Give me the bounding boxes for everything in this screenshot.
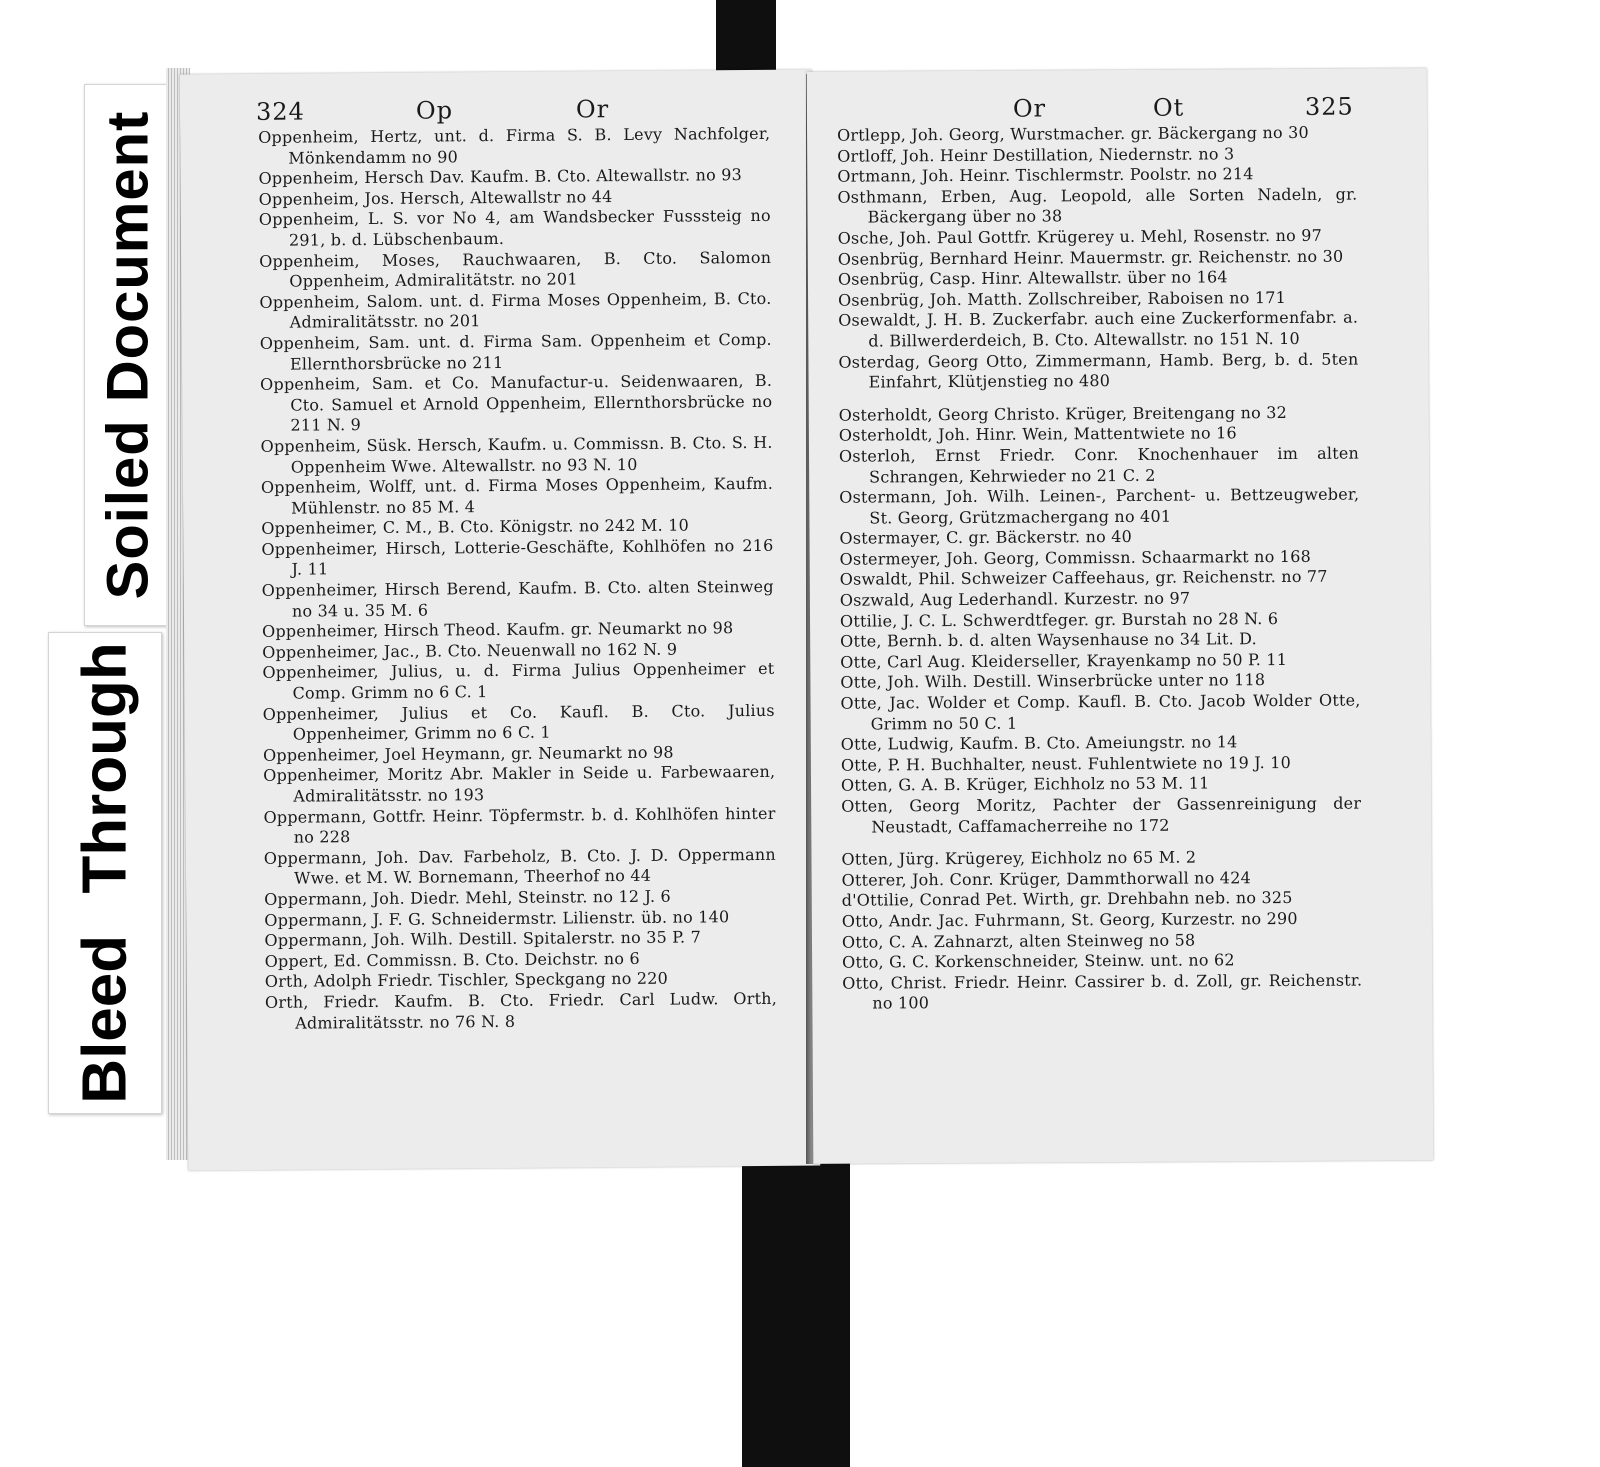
directory-entry: Otten, Jürg. Krügerey, Eichholz no 65 M. 2 (841, 847, 1197, 869)
directory-entry: Oppermann, Joh. Wilh. Destill. Spitalerstr. no 35 P. 7 (264, 927, 702, 951)
directory-entry: Osenbrüg, Bernhard Heinr. Mauermstr. gr. Reichenstr. no 30 (837, 246, 1344, 269)
directory-entry: Oppenheimer, Moritz Abr. Makler in Seide u. Farbewaaren, Admiralitätsstr. no 193 (263, 762, 776, 806)
directory-entry: Otte, Jac. Wolder et Comp. Kaufl. B. Cto. Jacob Wolder Otte, Grimm no 50 C. 1 (840, 690, 1361, 734)
directory-entry: Otten, Georg Moritz, Pachter der Gassenreinigung der Neustadt, Caffamacherreihe no 172 (841, 793, 1362, 837)
directory-entry: Ortlepp, Joh. Georg, Wurstmacher. gr. Bäckergang no 30 (836, 122, 1309, 145)
directory-entry: Oppenheim, Sam. et Co. Manufactur-u. Seidenwaaren, B. Cto. Samuel et Arnold Oppenheim, Ellernthorsbrücke no 211 N. 9 (260, 370, 773, 435)
directory-entry: Ostermayer, C. gr. Bäckerstr. no 40 (839, 527, 1133, 548)
directory-entry: Oppert, Ed. Commissn. B. Cto. Deichstr. no 6 (264, 948, 640, 971)
directory-entry: Osthmann, Erben, Aug. Leopold, alle Sorten Nadeln, gr. Bäckergang über no 38 (837, 184, 1358, 227)
directory-entry: Otte, Joh. Wilh. Destill. Winserbrücke unter no 118 (840, 670, 1266, 693)
directory-entry: Otto, G. C. Korkenschneider, Steinw. unt. no 62 (842, 950, 1235, 972)
directory-entry: Oppenheim, Süsk. Hersch, Kaufm. u. Commissn. B. Cto. S. H. Oppenheim Wwe. Altewallstr. no 93 N. 10 (260, 432, 773, 477)
right-entry-list (837, 123, 1362, 1015)
directory-entry: Otto, Andr. Jac. Fuhrmann, St. Georg, Kurzestr. no 290 (841, 908, 1298, 931)
directory-entry: Oppenheim, Salom. unt. d. Firma Moses Oppenheim, B. Cto. Admiralitätsstr. no 201 (259, 288, 772, 332)
left-header-start: Op (415, 96, 454, 125)
left-page (180, 70, 821, 1171)
left-page-number: 324 (255, 97, 305, 126)
directory-entry: Oppenheimer, Julius, u. d. Firma Julius Oppenheimer et Comp. Grimm no 6 C. 1 (262, 659, 775, 703)
directory-entry: Oppenheimer, Jac., B. Cto. Neuenwall no 162 N. 9 (262, 639, 678, 662)
directory-entry: Oppenheimer, C. M., B. Cto. Königstr. no 242 M. 10 (261, 515, 690, 539)
directory-entry: Orth, Adolph Friedr. Tischler, Speckgang no 220 (264, 969, 669, 992)
directory-entry: Oppenheim, Hertz, unt. d. Firma S. B. Levy Nachfolger, Mönkendamm no 90 (258, 123, 771, 168)
directory-entry: Oppenheim, L. S. vor No 4, am Wandsbecker Fusssteig no 291, b. d. Lübschenbaum. (258, 206, 771, 250)
directory-entry: Otte, Carl Aug. Kleiderseller, Krayenkamp no 50 P. 11 (840, 649, 1288, 672)
directory-entry: Otte, Ludwig, Kaufm. B. Cto. Ameiungstr. no 14 (840, 732, 1238, 754)
directory-entry: Oppenheim, Hersch Dav. Kaufm. B. Cto. Altewallstr. no 93 (258, 165, 743, 189)
directory-entry: Oppermann, Joh. Dav. Farbeholz, B. Cto. J. D. Oppermann Wwe. et M. W. Bornemann, Theerhof no 44 (263, 844, 776, 889)
directory-entry: Oszwald, Aug Lederhandl. Kurzestr. no 97 (839, 588, 1191, 610)
directory-entry: Oppenheimer, Hirsch, Lotterie-Geschäfte, Kohlhöfen no 216 J. 11 (261, 535, 774, 580)
directory-entry: Oppenheim, Sam. unt. d. Firma Sam. Oppenheim et Comp. Ellernthorsbrücke no 211 (259, 329, 772, 374)
directory-entry: Oppermann, J. F. G. Schneidermstr. Lilienstr. üb. no 140 (264, 906, 730, 930)
soiled-document-tab (84, 84, 172, 626)
clamp-strip-top (716, 0, 776, 78)
directory-entry: Otto, Christ. Friedr. Heinr. Cassirer b. d. Zoll, gr. Reichenstr. no 100 (842, 970, 1363, 1013)
directory-entry: Oppenheimer, Joel Heymann, gr. Neumarkt no 98 (262, 742, 674, 765)
right-header-end: Ot (1152, 93, 1185, 122)
directory-entry: Ostermann, Joh. Wilh. Leinen-, Parchent- u. Bettzeugweber, St. Georg, Grützmachergang no 401 (839, 484, 1360, 528)
right-header-start: Or (1012, 94, 1047, 123)
soiled-document-label: Soiled Document (95, 110, 161, 600)
directory-entry: Otterer, Joh. Conr. Krüger, Dammthorwall no 424 (841, 867, 1251, 890)
right-page-number: 325 (1304, 92, 1354, 121)
directory-entry: Ostermeyer, Joh. Georg, Commissn. Schaarmarkt no 168 (839, 546, 1311, 569)
directory-entry: Oppenheimer, Hirsch Berend, Kaufm. B. Cto. alten Steinweg no 34 u. 35 M. 6 (261, 576, 774, 621)
directory-entry: Osenbrüg, Joh. Matth. Zollschreiber, Raboisen no 171 (838, 287, 1287, 310)
directory-entry: d'Ottilie, Conrad Pet. Wirth, gr. Drehbahn neb. no 325 (841, 888, 1293, 911)
directory-entry: Osterholdt, Joh. Hinr. Wein, Mattentwiete no 16 (838, 423, 1237, 446)
bleed-through-label: Bleed Through (70, 642, 140, 1104)
directory-entry: Otte, P. H. Buchhalter, neust. Fuhlentwiete no 19 J. 10 (840, 752, 1292, 775)
directory-entry: Oswaldt, Phil. Schweizer Caffeehaus, gr. Reichenstr. no 77 (839, 567, 1328, 590)
directory-entry: Osewaldt, J. H. B. Zuckerfabr. auch eine Zuckerformenfabr. a. d. Billwerderdeich, B. Cto. Altewallstr. no 151 N. 10 (838, 307, 1359, 351)
directory-entry: Osche, Joh. Paul Gottfr. Krügerey u. Mehl, Rosenstr. no 97 (837, 225, 1322, 248)
left-entry-list (258, 124, 777, 1034)
left-header-end: Or (575, 95, 610, 124)
directory-entry: Otto, C. A. Zahnarzt, alten Steinweg no 58 (841, 930, 1196, 952)
directory-entry: Ottilie, J. C. L. Schwerdtfeger. gr. Burstah no 28 N. 6 (839, 608, 1279, 631)
clamp-strip-bottom (742, 1150, 850, 1467)
directory-entry: Ortloff, Joh. Heinr Destillation, Niedernstr. no 3 (837, 143, 1235, 166)
directory-entry: Osenbrüg, Casp. Hinr. Altewallstr. über no 164 (837, 267, 1228, 289)
bleed-through-tab (48, 632, 162, 1114)
directory-entry: Oppenheim, Wolff, unt. d. Firma Moses Oppenheim, Kaufm. Mühlenstr. no 85 M. 4 (260, 473, 774, 518)
directory-entry: Otten, G. A. B. Krüger, Eichholz no 53 M. 11 (840, 773, 1210, 796)
directory-entry: Ortmann, Joh. Heinr. Tischlermstr. Poolstr. no 214 (837, 164, 1254, 186)
directory-entry: Orth, Friedr. Kaufm. B. Cto. Friedr. Carl Ludw. Orth, Admiralitätsstr. no 76 N. 8 (264, 988, 778, 1033)
directory-entry: Oppenheim, Jos. Hersch, Altewallstr no 44 (258, 186, 613, 209)
directory-entry: Oppenheim, Moses, Rauchwaaren, B. Cto. Salomon Oppenheim, Admiralitätstr. no 201 (259, 247, 772, 291)
directory-entry: Osterloh, Ernst Friedr. Conr. Knochenhauer im alten Schrangen, Kehrwieder no 21 C. 2 (838, 443, 1360, 487)
directory-entry: Osterdag, Georg Otto, Zimmermann, Hamb. Berg, b. d. 5ten Einfahrt, Klütjenstieg no 480 (838, 349, 1359, 392)
directory-entry: Oppermann, Gottfr. Heinr. Töpfermstr. b. d. Kohlhöfen hinter no 228 (263, 803, 776, 847)
directory-entry: Otte, Bernh. b. d. alten Waysenhause no 34 Lit. D. (840, 629, 1257, 651)
directory-entry: Oppermann, Joh. Diedr. Mehl, Steinstr. no 12 J. 6 (264, 886, 671, 909)
right-page (807, 68, 1434, 1164)
directory-entry: Oppenheimer, Julius et Co. Kaufl. B. Cto. Julius Oppenheimer, Grimm no 6 C. 1 (262, 700, 775, 744)
directory-entry: Oppenheimer, Hirsch Theod. Kaufm. gr. Neumarkt no 98 (262, 618, 734, 642)
directory-entry: Osterholdt, Georg Christo. Krüger, Breitengang no 32 (838, 402, 1288, 425)
